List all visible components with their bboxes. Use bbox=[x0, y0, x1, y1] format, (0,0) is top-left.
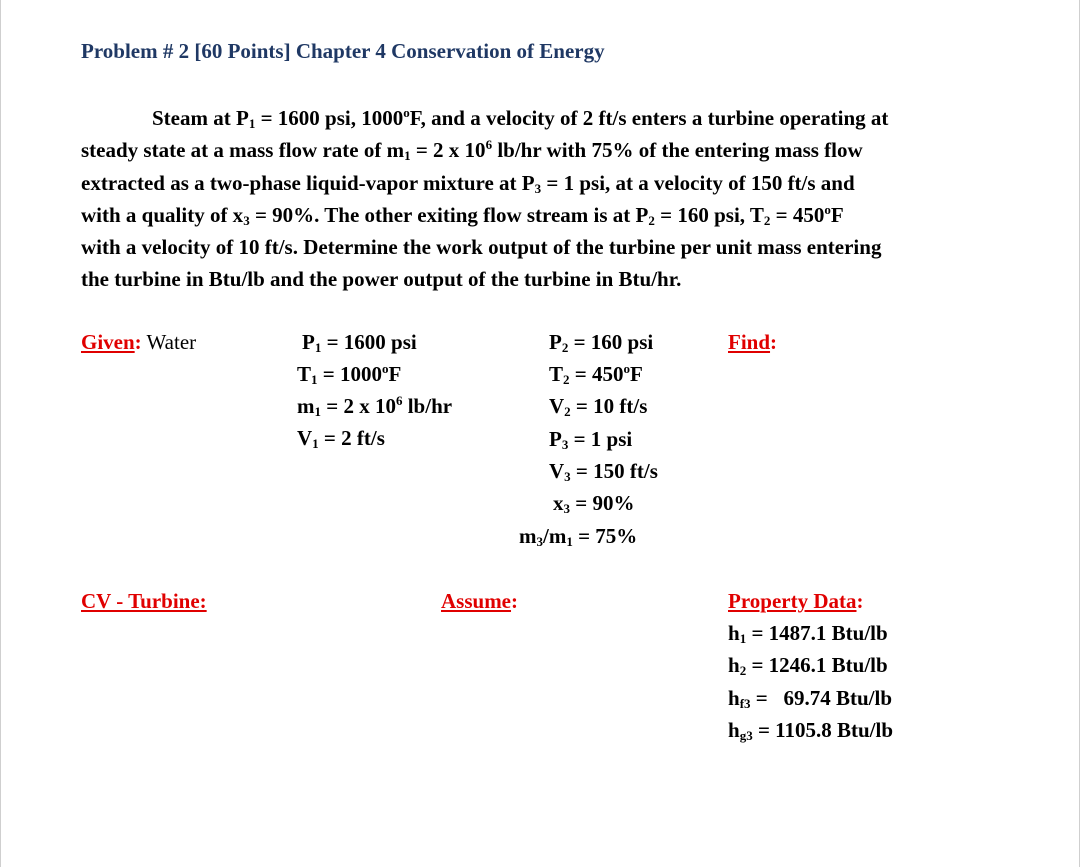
given-label: Given bbox=[81, 330, 135, 354]
assume-label: Assume bbox=[441, 589, 512, 613]
given-p1: $P_1 = 1600$ psi bbox=[302, 330, 417, 355]
property-hf3: $h_{f3} = 69.74$ Btu/lb bbox=[728, 686, 893, 711]
statement-line-4: with a quality of $x_3 = 90\%$. The other exiting flow stream is at $P_2 = 160$ psi, $T_2 = 450^oF$ bbox=[81, 201, 844, 228]
statement-line-3: extracted as a two-phase liquid-vapor mixture at $P_3 = 1$ psi, at a velocity of 150 ft/s and bbox=[81, 170, 855, 196]
cv-label: CV - Turbine: bbox=[81, 589, 207, 613]
property-heading: Property Data: bbox=[728, 589, 864, 613]
given-mass-ratio: $m_3/m_1 = 75\%$ bbox=[519, 524, 638, 549]
property-h1: $h_1 = 1487.1$ Btu/lb bbox=[728, 621, 888, 646]
given-fluid: Water bbox=[141, 330, 197, 354]
given-x3: $x_3 = 90\%$ bbox=[553, 491, 635, 516]
page-left-border bbox=[0, 0, 1, 867]
given-t2: $T_2 = 450^oF$ bbox=[549, 361, 643, 387]
property-h2: $h_2 = 1246.1$ Btu/lb bbox=[728, 653, 888, 678]
problem-statement bbox=[81, 102, 1011, 296]
find-heading: Find: bbox=[728, 330, 778, 354]
given-heading: Given: Water bbox=[81, 330, 197, 354]
statement-line-2: steady state at a mass flow rate of $m_1 = 2$ x $10^6$ lb/hr with 75% of the entering mass flow bbox=[81, 137, 863, 164]
find-label: Find bbox=[728, 330, 771, 354]
statement-line-6: the turbine in Btu/lb and the power output of the turbine in Btu/hr. bbox=[81, 267, 682, 292]
property-hg3: $h_{g3} = 1105.8$ Btu/lb bbox=[728, 718, 894, 743]
given-v3: $V_3 = 150$ ft/s bbox=[549, 459, 658, 484]
given-m1: $m_1 = 2$ x $10^6$ lb/hr bbox=[297, 393, 453, 419]
statement-line-5: with a velocity of 10 ft/s. Determine the work output of the turbine per unit mass entering bbox=[81, 235, 882, 260]
given-p3: $P_3 = 1$ psi bbox=[549, 427, 633, 452]
given-t1: $T_1 = 1000^oF$ bbox=[297, 361, 402, 387]
statement-line-1: Steam at $P_1 = 1600$ psi, 1000$^o$F, and a velocity of 2 ft/s enters a turbine operating at bbox=[152, 105, 889, 131]
given-v2: $V_2 = 10$ ft/s bbox=[549, 394, 648, 419]
property-label: Property Data bbox=[728, 589, 857, 613]
problem-title: Problem # 2 [60 Points] Chapter 4 Conservation of Energy bbox=[81, 39, 605, 63]
given-p2: $P_2 = 160$ psi bbox=[549, 330, 654, 355]
assume-heading: Assume: bbox=[441, 589, 519, 613]
given-v1: $V_1 = 2$ ft/s bbox=[297, 426, 385, 451]
